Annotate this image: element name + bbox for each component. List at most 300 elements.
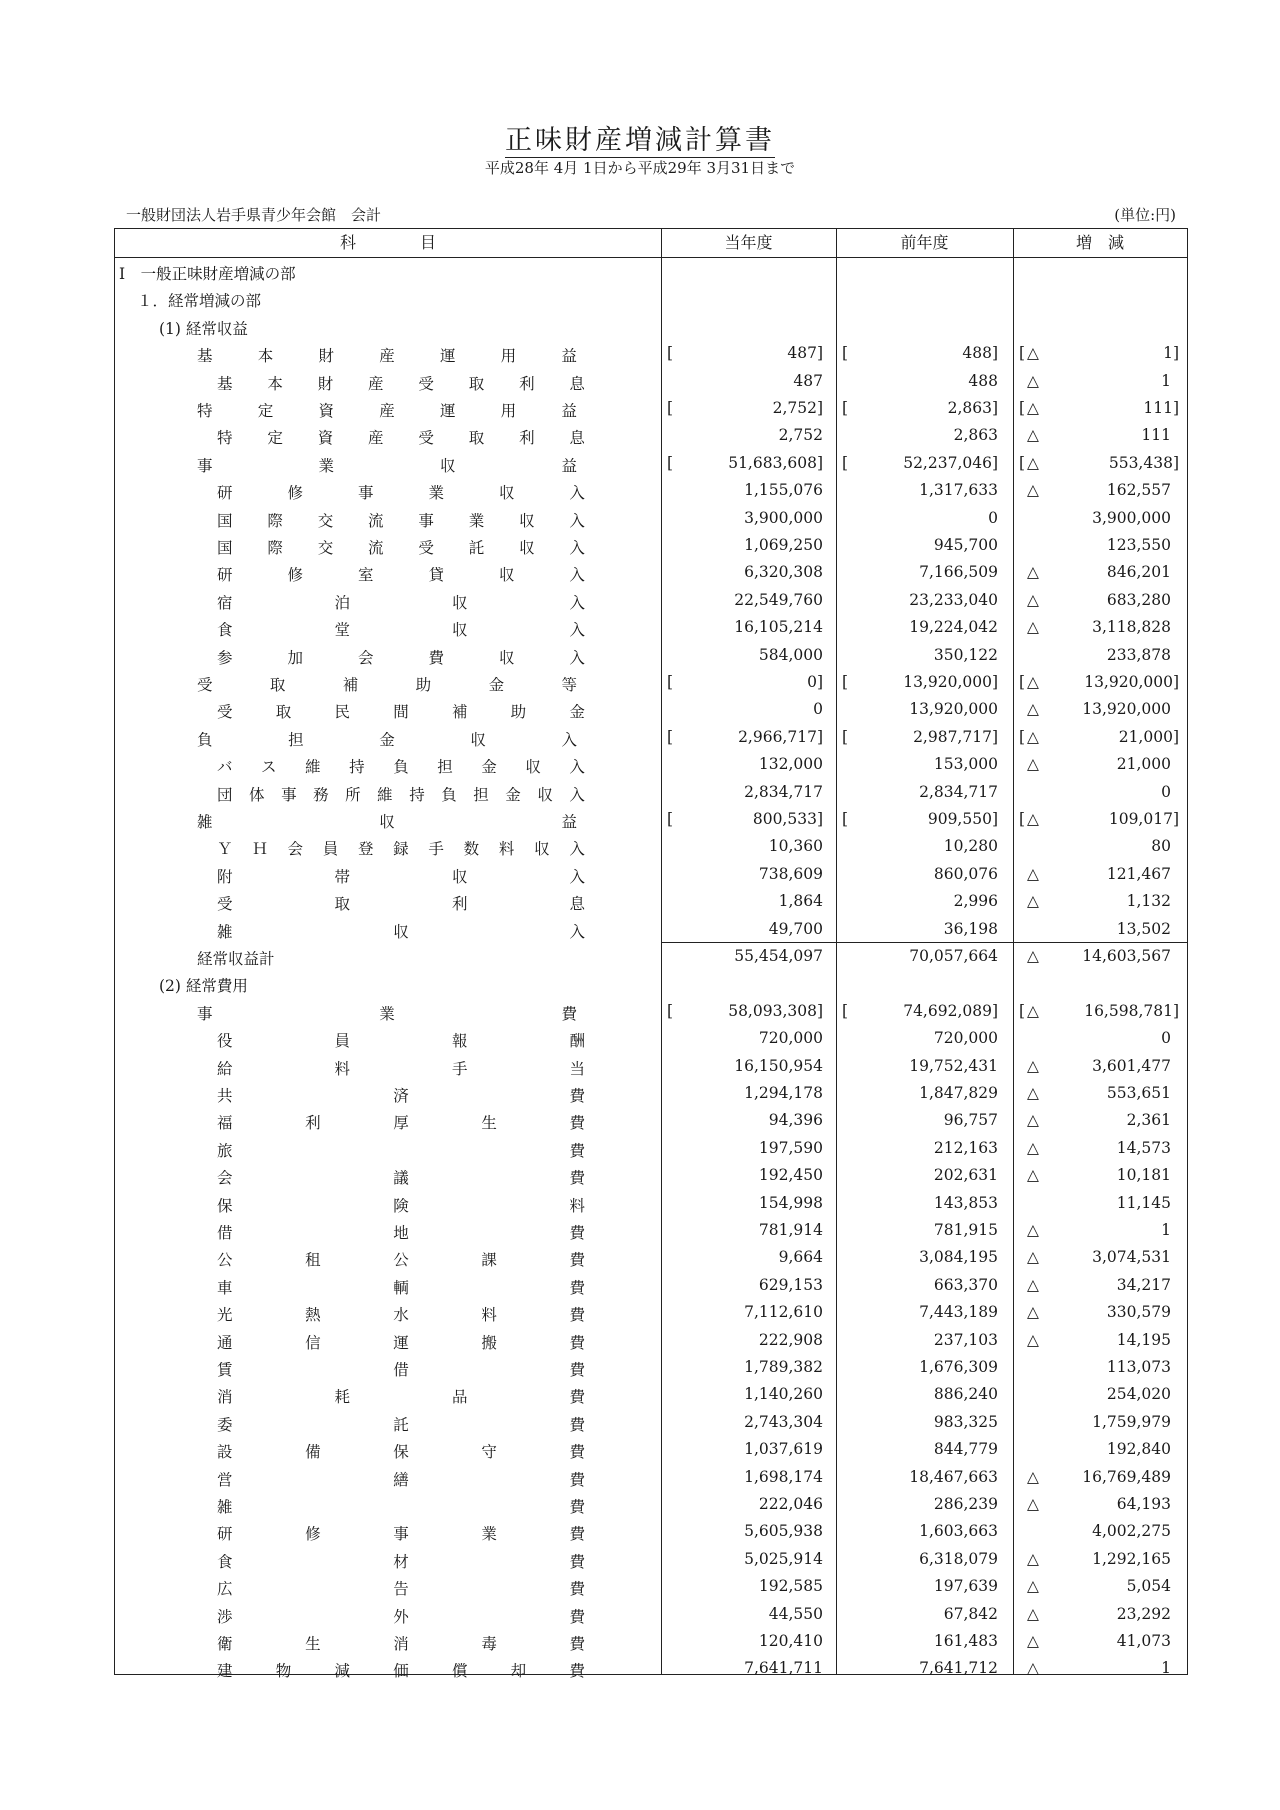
current-year-value: 1,155,076 [744,481,823,500]
label-char: 用 [500,402,517,420]
label-char: 貸 [428,566,444,585]
label-char: 事 [418,511,434,530]
label-char: 運 [439,402,456,420]
change-value: 1 [1161,1659,1171,1678]
label-char: 際 [267,539,283,557]
table-row [115,1602,1187,1629]
row-label [217,509,585,531]
current-year-value: 1,069,250 [744,536,823,554]
label-char: 金 [505,785,521,804]
label-char: 持 [349,758,365,777]
change-value: 0 [1161,782,1171,801]
previous-year-value: 1,317,633 [919,481,998,500]
current-year-value: 5,025,914 [744,1549,823,1568]
row-label [217,536,585,558]
bracket-open: [ [842,673,849,691]
change-value: 233,878 [1106,645,1171,664]
row-label [217,755,585,777]
label-char: 交 [317,539,334,557]
decrease-mark: △ [1027,727,1039,746]
row-label [217,1221,585,1243]
label-char: 業 [379,1004,395,1023]
table-row [115,478,1187,505]
previous-year-value: 18,467,663 [909,1467,998,1486]
decrease-mark: △ [1027,864,1039,883]
previous-year-value: 945,700 [933,536,998,554]
bracket-open: [ [1019,1001,1026,1020]
change-value: 14,603,567 [1082,947,1171,965]
header-subject: 科 目 [339,233,436,252]
table-row [115,834,1187,861]
label-char: 本 [267,374,283,393]
table-row [115,1273,1187,1300]
change-value: 1,759,979 [1092,1412,1171,1431]
decrease-mark: △ [1027,371,1039,390]
decrease-mark: △ [1027,1495,1039,1513]
period-text: 平成28年 4月 1日から平成29年 3月31日まで [484,159,796,177]
table-row [115,1245,1187,1272]
current-year-value: 1,864 [778,892,823,911]
change-value: 23,292 [1116,1604,1171,1623]
table-row [115,1054,1187,1081]
current-year-value: 192,450 [758,1166,823,1185]
current-year-value: 49,700 [768,919,823,938]
label-char: 息 [569,429,585,448]
current-year-value: 487 [793,371,823,390]
change-value: 1 [1161,371,1171,390]
previous-year-value: 663,370 [933,1275,998,1294]
row-label [217,700,585,722]
label-char: 事 [393,1525,409,1544]
label-char: 消 [217,1388,233,1407]
decrease-mark: △ [1027,481,1039,500]
change-value: 330,579 [1106,1303,1171,1322]
label-char: 流 [368,539,384,557]
row-label [217,1331,585,1353]
label-char: 収 [451,867,468,886]
table-row [115,725,1187,752]
label-char: 共 [217,1087,233,1105]
label-char: 用 [500,347,517,366]
label-char: Ｈ [252,840,268,859]
label-char: 当 [569,1059,585,1078]
change-value: 2,361 [1126,1111,1171,1130]
label-char: 料 [498,840,515,859]
change-value: 16,769,489 [1082,1467,1171,1486]
label-char: 員 [322,840,339,859]
previous-year-value: 983,325 [933,1412,998,1431]
change-value: 21,000 [1116,755,1171,774]
label-char: 搬 [481,1333,497,1352]
table-row [115,752,1187,779]
label-char: 借 [217,1224,233,1242]
label-char: 借 [393,1361,409,1379]
label-char: バ [217,758,233,777]
change-value: 123,550 [1106,536,1171,554]
previous-year-value: 1,603,663 [919,1522,998,1541]
label-char: 険 [393,1196,409,1215]
label-char: 費 [569,1443,585,1462]
decrease-mark: △ [1027,1632,1039,1650]
row-label [217,618,585,640]
label-char: 食 [217,1552,233,1571]
change-value: 0 [1161,1029,1171,1048]
label-char: 事 [197,1004,213,1023]
label-char: 光 [217,1306,233,1325]
decrease-mark: △ [1027,1549,1039,1568]
decrease-mark: △ [1027,1659,1039,1678]
table-row [115,506,1187,533]
row-label [217,1358,585,1380]
bracket-open: [ [842,810,849,828]
change-value: 5,054 [1126,1577,1171,1596]
label-char: 担 [288,730,304,749]
label-char: 受 [418,374,434,393]
label-char: 益 [561,456,577,475]
current-year-value: 738,609 [758,864,823,883]
label-char: 告 [393,1580,409,1599]
row-label [217,920,585,942]
label-char: 収 [393,922,409,941]
label-char: 負 [441,785,457,804]
current-year-value: 16,105,214 [734,618,823,637]
label-char: 取 [269,676,286,694]
bracket-open: [ [1019,727,1026,746]
label-char: 財 [317,374,334,393]
table-row [115,615,1187,642]
bracket-open: [ [1019,810,1026,828]
row-label: 経常収益計 [197,950,275,968]
label-char: 収 [498,566,515,585]
label-char: 費 [569,1224,585,1242]
table-row [115,1437,1187,1464]
label-char: 輌 [393,1278,409,1297]
decrease-mark: △ [1027,1166,1039,1185]
decrease-mark: △ [1027,426,1039,445]
decrease-mark: △ [1027,1330,1039,1349]
row-label [217,1166,585,1188]
label-char: 資 [318,402,334,420]
row-label: (1) 経常収益 [159,319,248,338]
label-char: 会 [217,1169,233,1188]
change-value: 3,900,000 [1092,508,1171,527]
previous-year-value: 143,853 [933,1193,998,1212]
table-row [115,670,1187,697]
current-year-value: 222,046 [758,1495,823,1513]
label-char: 特 [217,429,233,448]
label-char: 産 [368,429,384,448]
bracket-open: [ [842,344,849,363]
label-char: 務 [313,785,329,804]
label-char: 基 [217,374,233,393]
previous-year-value: 74,692,089] [903,1001,998,1020]
label-char: 雑 [217,922,233,941]
decrease-mark: △ [1027,344,1039,363]
label-char: 費 [569,1498,585,1516]
label-char: 補 [451,703,468,722]
label-char: 益 [561,813,577,831]
change-value: 16,598,781] [1084,1001,1179,1020]
previous-year-value: 2,863] [947,399,998,417]
table-row [115,1300,1187,1327]
bracket-open: [ [667,810,674,828]
label-char: 料 [334,1059,350,1078]
previous-year-value: 720,000 [933,1029,998,1048]
decrease-mark: △ [1027,1303,1039,1322]
change-value: 14,573 [1116,1138,1171,1157]
table-row [115,1382,1187,1409]
label-char: 減 [334,1662,350,1681]
label-char: 修 [287,566,303,585]
label-char: 費 [569,1525,585,1544]
label-char: 生 [481,1114,497,1133]
label-char: 収 [519,539,535,557]
bracket-open: [ [667,344,674,363]
row-label [217,1659,585,1681]
label-char: 金 [379,730,395,749]
current-year-value: 94,396 [768,1111,823,1130]
label-char: 事 [281,785,297,804]
label-char: 受 [217,895,233,914]
label-char: 雑 [217,1498,233,1516]
row-label [217,481,585,503]
label-char: 繕 [393,1470,409,1489]
label-char: 議 [393,1169,409,1188]
row-label [217,1029,585,1051]
previous-year-value: 237,103 [933,1330,998,1349]
bracket-open: [ [842,1001,849,1020]
label-char: 業 [428,484,444,503]
current-year-value: 55,454,097 [734,947,823,965]
current-year-value: 0] [807,673,823,691]
label-char: 委 [217,1415,233,1434]
row-label [197,673,577,695]
label-char: 産 [379,402,395,420]
label-char: 保 [217,1196,233,1215]
label-char: 保 [393,1443,409,1462]
table-row [115,588,1187,615]
label-char: 体 [249,785,265,804]
change-value: 41,073 [1116,1632,1171,1650]
decrease-mark: △ [1027,1467,1039,1486]
label-char: 託 [393,1415,409,1434]
current-year-value: 51,683,608] [728,453,823,472]
previous-year-value: 886,240 [933,1385,998,1404]
label-char: 入 [569,593,585,612]
label-char: 耗 [334,1388,350,1407]
current-year-value: 22,549,760 [734,590,823,609]
change-value: 553,651 [1106,1084,1171,1102]
label-char: 基 [197,347,213,366]
label-char: 信 [305,1333,321,1352]
label-char: 負 [393,758,409,777]
document-title: 正味財産増減計算書 [505,125,775,156]
change-value: 64,193 [1116,1495,1171,1513]
label-char: 入 [561,730,577,749]
header-divider [115,257,1187,258]
row-label [197,399,577,421]
label-char: 収 [439,456,456,475]
label-char: 業 [468,511,485,530]
label-char: 流 [368,511,384,530]
label-char: 雑 [197,813,213,831]
decrease-mark: △ [1027,1138,1039,1157]
table-row [115,944,1187,971]
previous-year-value: 286,239 [933,1495,998,1513]
label-char: 費 [569,1607,585,1626]
row-label [217,1577,585,1599]
label-char: 益 [561,402,577,420]
header-change: 増 減 [1075,233,1124,252]
previous-year-value: 3,084,195 [919,1248,998,1267]
change-value: 111 [1141,426,1171,445]
label-char: 特 [197,402,213,420]
label-char: Ｙ [217,840,233,859]
label-char: 入 [569,922,585,941]
current-year-value: 1,140,260 [744,1385,823,1404]
row-label [217,1550,585,1572]
row-label [217,591,585,613]
previous-year-value: 0 [988,508,998,527]
label-char: 担 [473,785,489,804]
label-char: 定 [267,429,283,448]
label-char: 帯 [334,867,350,886]
row-label [217,1276,585,1298]
label-char: 収 [498,484,515,503]
bracket-open: [ [667,673,674,691]
label-char: 費 [569,1306,585,1325]
label-char: 運 [439,347,456,366]
label-char: 備 [305,1443,321,1462]
statement-table [114,228,1188,1681]
label-char: 助 [510,703,527,722]
previous-year-value: 153,000 [933,755,998,774]
label-char: 費 [569,1169,585,1188]
label-char: 事 [357,484,374,503]
bracket-open: [ [842,453,849,472]
label-char: 泊 [334,593,350,612]
label-char: 参 [217,648,233,667]
label-char: 費 [569,1087,585,1105]
label-char: 際 [267,511,283,530]
label-char: 費 [569,1580,585,1599]
label-char: 収 [498,648,515,667]
previous-year-value: 7,166,509 [919,563,998,582]
label-char: 金 [569,703,585,722]
label-char: 持 [409,785,425,804]
current-year-value: 2,752] [772,399,823,417]
label-char: 助 [415,676,432,694]
label-char: 本 [257,347,274,366]
table-row [115,697,1187,724]
current-year-value: 7,641,711 [744,1659,823,1678]
table-row [115,1191,1187,1218]
label-char: 費 [569,1662,585,1681]
label-char: 収 [470,730,486,749]
label-char: 物 [275,1662,292,1681]
previous-year-value: 1,847,829 [919,1084,998,1102]
label-char: 入 [569,648,585,667]
label-char: 賃 [217,1361,233,1379]
row-label [217,1632,585,1654]
row-label [217,1440,585,1462]
decrease-mark: △ [1027,755,1039,774]
current-year-value: 2,834,717 [744,782,823,801]
label-char: 利 [519,374,535,393]
previous-year-value: 860,076 [933,864,998,883]
current-year-value: 1,294,178 [744,1084,823,1102]
current-year-value: 1,698,174 [744,1467,823,1486]
row-label [217,1084,585,1106]
label-char: 等 [561,676,577,694]
table-row [115,1355,1187,1382]
label-char: 取 [468,374,485,393]
row-label [217,783,585,805]
current-year-value: 3,900,000 [744,508,823,527]
bracket-open: [ [1019,399,1026,417]
bracket-open: [ [667,453,674,472]
change-value: 11,145 [1116,1193,1171,1212]
decrease-mark: △ [1027,1275,1039,1294]
label-char: 料 [481,1306,497,1325]
previous-year-value: 844,779 [933,1440,998,1459]
label-char: 費 [569,1333,585,1352]
current-year-value: 487] [787,344,823,363]
label-char: 役 [217,1032,233,1051]
subtotal-rule [661,942,1187,943]
label-char: 広 [217,1580,233,1599]
label-char: 食 [217,621,233,640]
label-char: 費 [569,1141,585,1160]
current-year-value: 6,320,308 [744,563,823,582]
label-char: 収 [525,758,541,777]
table-row [115,451,1187,478]
current-year-value: 44,550 [768,1604,823,1623]
label-char: 業 [318,456,334,475]
label-char: 間 [393,703,409,722]
row-label [197,1002,577,1024]
label-char: 附 [217,867,233,886]
label-char: 国 [217,539,233,557]
label-char: 建 [217,1662,233,1681]
label-char: 修 [287,484,303,503]
table-row [115,369,1187,396]
label-char: 守 [481,1443,497,1462]
previous-year-value: 70,057,664 [909,947,998,965]
change-value: 553,438] [1108,453,1179,472]
row-label [217,1303,585,1325]
current-year-value: 10,360 [768,837,823,856]
current-year-value: 629,153 [758,1275,823,1294]
decrease-mark: △ [1027,399,1039,417]
current-year-value: 781,914 [758,1221,823,1239]
label-char: 業 [481,1525,497,1544]
label-char: 員 [334,1032,350,1051]
previous-year-value: 488 [968,371,998,390]
table-row [115,1410,1187,1437]
current-year-value: 800,533] [752,810,823,828]
label-char: 利 [519,429,535,448]
row-label [217,1468,585,1490]
label-char: 資 [317,429,334,448]
change-value: 121,467 [1106,864,1171,883]
label-char: 入 [569,840,585,859]
table-row [115,1492,1187,1519]
change-value: 111] [1143,399,1179,417]
label-char: 外 [393,1607,409,1626]
table-row [115,1218,1187,1245]
label-char: 修 [305,1525,321,1544]
